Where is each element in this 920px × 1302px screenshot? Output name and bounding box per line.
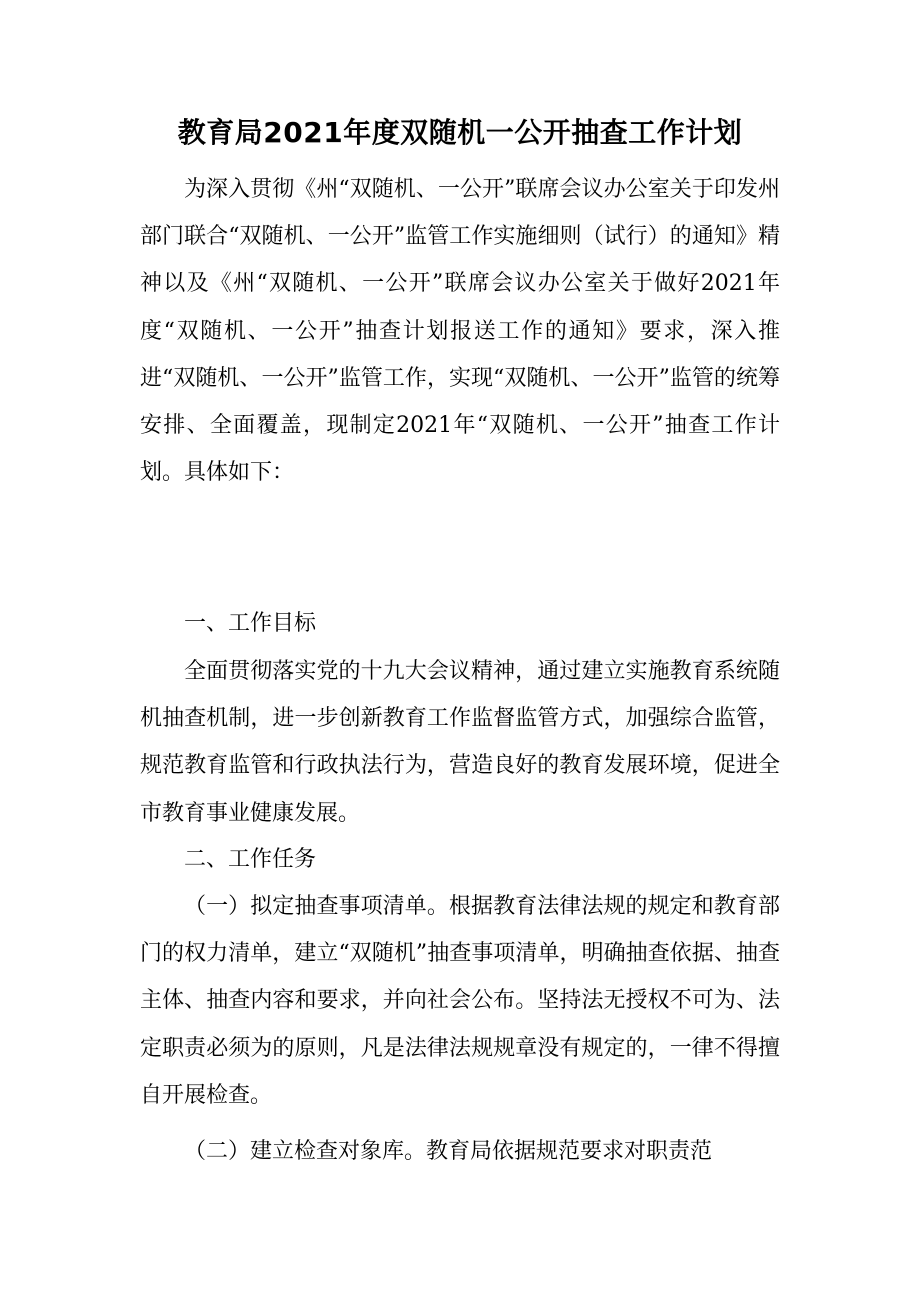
- intro-paragraph: 为深入贯彻《州“双随机、一公开”联席会议办公室关于印发州部门联合“双随机、一公开”监管工作实施细则（试行）的通知》精神以及《州“双随机、一公开”联席会议办公室关于做好2021年度“双随机、一公开”抽查计划报送工作的通知》要求，深入推进“双随机、一公开”监管工作，实现“双随机、一公开”监管的统筹安排、全面覆盖，现制定2021年“双随机、一公开”抽查工作计划。具体如下：: [140, 177, 780, 486]
- section-heading-work-goal: 一、工作目标: [184, 611, 317, 636]
- work-goal-paragraph: 全面贯彻落实党的十九大会议精神，通过建立实施教育系统随机抽查机制，进一步创新教育工作监督监管方式，加强综合监管，规范教育监管和行政执法行为，营造良好的教育发展环境，促进全市教育事业健康发展。: [140, 659, 780, 826]
- document-title: 教育局2021年度双随机一公开抽查工作计划: [177, 116, 743, 149]
- task-item-1-paragraph: （一）拟定抽查事项清单。根据教育法律法规的规定和教育部门的权力清单，建立“双随机”抽查事项清单，明确抽查依据、抽查主体、抽查内容和要求，并向社会公布。坚持法无授权不可为、法定职责必须为的原则，凡是法律法规规章没有规定的，一律不得擅自开展检查。: [140, 894, 780, 1108]
- section-heading-work-tasks: 二、工作任务: [184, 847, 317, 872]
- task-item-2-paragraph: （二）建立检查对象库。教育局依据规范要求对职责范: [184, 1139, 713, 1164]
